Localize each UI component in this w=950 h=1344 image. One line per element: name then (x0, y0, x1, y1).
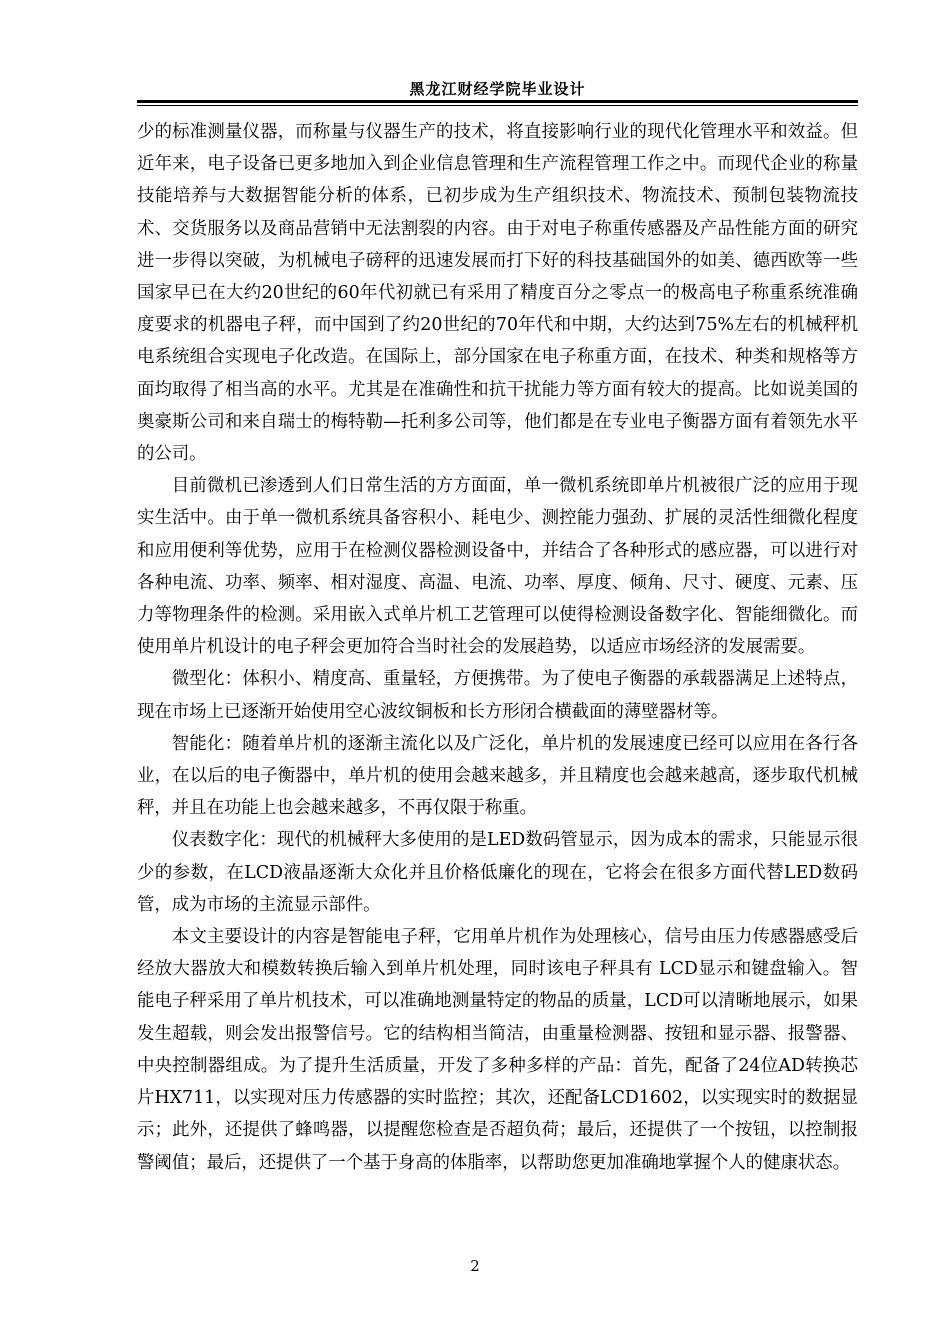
header-rule-thin (137, 105, 858, 106)
header-title: 黑龙江财经学院毕业设计 (409, 80, 586, 98)
paragraph-1: 少的标准测量仪器，而称量与仪器生产的技术，将直接影响行业的现代化管理水平和效益。但近年来，电子设备已更多地加入到企业信息管理和生产流程管理工作之中。而现代企业的称量技能培养与大数据智能分析的体系，已初步成为生产组织技术、物流技术、预制包装物流技术、交货服务以及商品营销中无法割裂的内容。由于对电子称重传感器及产品性能方面的研究进一步得以突破，为机械电子磅秤的迅速发展而打下好的科技基础国外的如美、德西欧等一些国家早已在大约20世纪的60年代初就已有采用了精度百分之零点一的极高电子称重系统准确度要求的机器电子秤，而中国到了约20世纪的70年代和中期，大约达到75%左右的机械秤机电系统组合实现电子化改造。在国际上，部分国家在电子称重方面，在技术、种类和规格等方面均取得了相当高的水平。尤其是在准确性和抗干扰能力等方面有较大的提高。比如说美国的奥豪斯公司和来自瑞士的梅特勒—托利多公司等，他们都是在专业电子衡器方面有着领先水平的公司。 (137, 122, 858, 465)
page-header (137, 72, 858, 104)
paragraph-5: 仪表数字化：现代的机械秤大多使用的是LED数码管显示，因为成本的需求，只能显示很少的参数，在LCD液晶逐渐大众化并且价格低廉化的现在，它将会在很多方面代替LED数码管，成为市场的主流显示部件。 (137, 830, 858, 915)
body-text (137, 116, 858, 1179)
paragraph-2: 目前微机已渗透到人们日常生活的方方面面，单一微机系统即单片机被很广泛的应用于现实生活中。由于单一微机系统具备容积小、耗电少、测控能力强劲、扩展的灵活性细微化程度和应用便利等优势，应用于在检测仪器检测设备中，并结合了各种形式的感应器，可以进行对各种电流、功率、频率、相对湿度、高温、电流、功率、厚度、倾角、尺寸、硬度、元素、压力等物理条件的检测。采用嵌入式单片机工艺管理可以使得检测设备数字化、智能细微化。而使用单片机设计的电子秤会更加符合当时社会的发展趋势，以适应市场经济的发展需要。 (137, 476, 858, 658)
paragraph-3: 微型化：体积小、精度高、重量轻，方便携带。为了使电子衡器的承载器满足上述特点，现在市场上已逐渐开始使用空心波纹铜板和长方形闭合横截面的薄壁器材等。 (137, 669, 858, 722)
paragraph-6: 本文主要设计的内容是智能电子秤，它用单片机作为处理核心，信号由压力传感器感受后经放大器放大和模数转换后输入到单片机处理，同时该电子秤具有 LCD显示和键盘输入。智能电子秤采用了单片机技术，可以准确地测量特定的物品的质量，LCD可以清晰地展示，如果发生超载，则会发出报警信号。它的结构相当简洁，由重量检测器、按钮和显示器、报警器、中央控制器组成。为了提升生活质量，开发了多种多样的产品：首先，配备了24位AD转换芯片HX711，以实现对压力传感器的实时监控；其次，还配备LCD1602，以实现实时的数据显示；此外，还提供了蜂鸣器，以提醒您检查是否超负荷；最后，还提供了一个按钮，以控制报警阈值；最后，还提供了一个基于身高的体脂率，以帮助您更加准确地掌握个人的健康状态。 (137, 927, 858, 1173)
header-rule-thick (137, 100, 858, 103)
page-number: 2 (470, 1257, 480, 1275)
paragraph-4: 智能化：随着单片机的逐渐主流化以及广泛化，单片机的发展速度已经可以应用在各行各业，在以后的电子衡器中，单片机的使用会越来越多，并且精度也会越来越高，逐步取代机械秤，并且在功能上也会越来越多，不再仅限于称重。 (137, 733, 858, 819)
